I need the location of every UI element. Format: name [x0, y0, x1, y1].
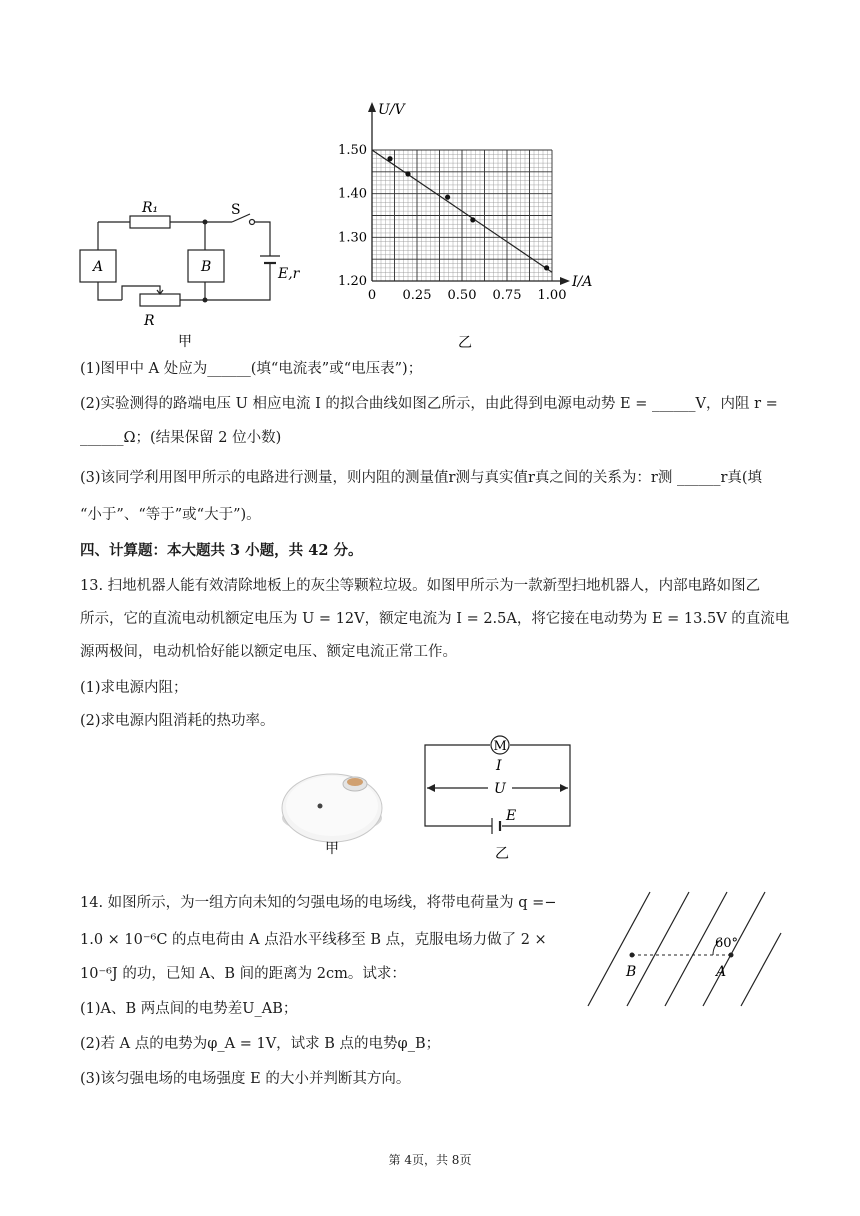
emf-label: E — [506, 808, 517, 824]
data-point — [470, 217, 475, 222]
current-label: I — [496, 758, 502, 774]
q13-line1: 13. 扫地机器人能有效清除地板上的灰尘等颗粒垃圾。如图甲所示为一款新型扫地机器人，内部电路如图乙 — [80, 578, 761, 594]
q14-line3: 10⁻⁶J 的功，已知 A、B 间的距离为 2cm。试求： — [80, 966, 406, 982]
source-label: E,r — [278, 266, 300, 282]
angle-label: 60° — [715, 936, 739, 951]
x-tick-label: 0.50 — [447, 288, 477, 303]
voltage-label: U — [494, 781, 506, 797]
data-point — [387, 156, 392, 161]
q13-line2: 所示，它的直流电动机额定电压为 U = 12V，额定电流为 I = 2.5A，将它接在电动势为 E = 13.5V 的直流电 — [80, 611, 790, 627]
q14-line2: 1.0 × 10⁻⁶C 的点电荷由 A 点沿水平线移至 B 点，克服电场力做了 2 × — [80, 932, 547, 948]
meter-a-label: A — [93, 259, 104, 275]
q12-part2-line2: ______Ω；(结果保留 2 位小数) — [80, 430, 282, 446]
q12-part3-line2: “小于”、“等于”或“大于”)。 — [80, 507, 261, 523]
caption-jia: 甲 — [178, 334, 192, 350]
y-tick-label: 1.40 — [338, 186, 367, 202]
q13-line3: 源两极间，电动机恰好能以额定电压、额定电流正常工作。 — [80, 644, 457, 660]
data-point — [544, 265, 549, 270]
section-heading: 四、计算题：本大题共 3 小题，共 42 分。 — [80, 542, 363, 559]
q14-part1: (1)A、B 两点间的电势差U_AB； — [80, 1001, 298, 1017]
data-point — [405, 171, 410, 176]
data-point — [445, 195, 450, 200]
q14-part3: (3)该匀强电场的电场强度 E 的大小并判断其方向。 — [80, 1071, 411, 1087]
rheostat-label: R — [144, 313, 155, 329]
q14-part2: (2)若 A 点的电势为φ_A = 1V，试求 B 点的电势φ_B； — [80, 1036, 441, 1052]
q12-part2-line1: (2)实验测得的路端电压 U 相应电流 I 的拟合曲线如图乙所示，由此得到电源电动势 E = ______V，内阻 r = — [80, 396, 778, 412]
x-tick-label: 1.00 — [537, 288, 567, 303]
x-axis-arrow — [560, 277, 570, 285]
r1-label: R₁ — [142, 200, 159, 216]
q14-line1: 14. 如图所示，为一组方向未知的匀强电场的电场线，将带电荷量为 q =− — [80, 895, 557, 911]
circuit-caption: 乙 — [495, 846, 509, 862]
motor-circuit-figure — [420, 732, 580, 862]
x-tick-label: 0.25 — [402, 288, 432, 303]
q12-part1: (1)图甲中 A 处应为______(填“电流表”或“电压表”)； — [80, 361, 423, 377]
field-lines-figure — [585, 888, 785, 1010]
chart-x-axis-label: I/A — [572, 274, 593, 290]
q13-part2: (2)求电源内阻消耗的热功率。 — [80, 713, 275, 729]
switch-label: S — [231, 202, 241, 218]
robot-vacuum-image — [280, 750, 390, 860]
u-i-chart — [330, 92, 620, 360]
x-tick-label: 0 — [367, 288, 377, 303]
point-b-label: B — [626, 964, 637, 980]
page-footer: 第 4页，共 8页 — [388, 1153, 472, 1167]
point-a-label: A — [716, 964, 727, 980]
meter-b-label: B — [201, 259, 212, 275]
q13-part1: (1)求电源内阻； — [80, 680, 188, 696]
circuit-figure-jia — [70, 190, 330, 360]
y-tick-label: 1.20 — [338, 274, 367, 289]
y-axis-arrow — [368, 102, 376, 112]
motor-label: M — [493, 739, 507, 754]
chart-y-axis-label: U/V — [378, 102, 405, 118]
q12-part3-line1: (3)该同学利用图甲所示的电路进行测量，则内阻的测量值r测与真实值r真之间的关系为：r测 ______r真(填 — [80, 470, 763, 486]
y-tick-label: 1.30 — [338, 230, 367, 246]
x-tick-label: 0.75 — [492, 288, 522, 303]
caption-yi: 乙 — [458, 335, 472, 351]
robot-caption: 甲 — [325, 841, 339, 857]
y-tick-label: 1.50 — [338, 143, 367, 158]
